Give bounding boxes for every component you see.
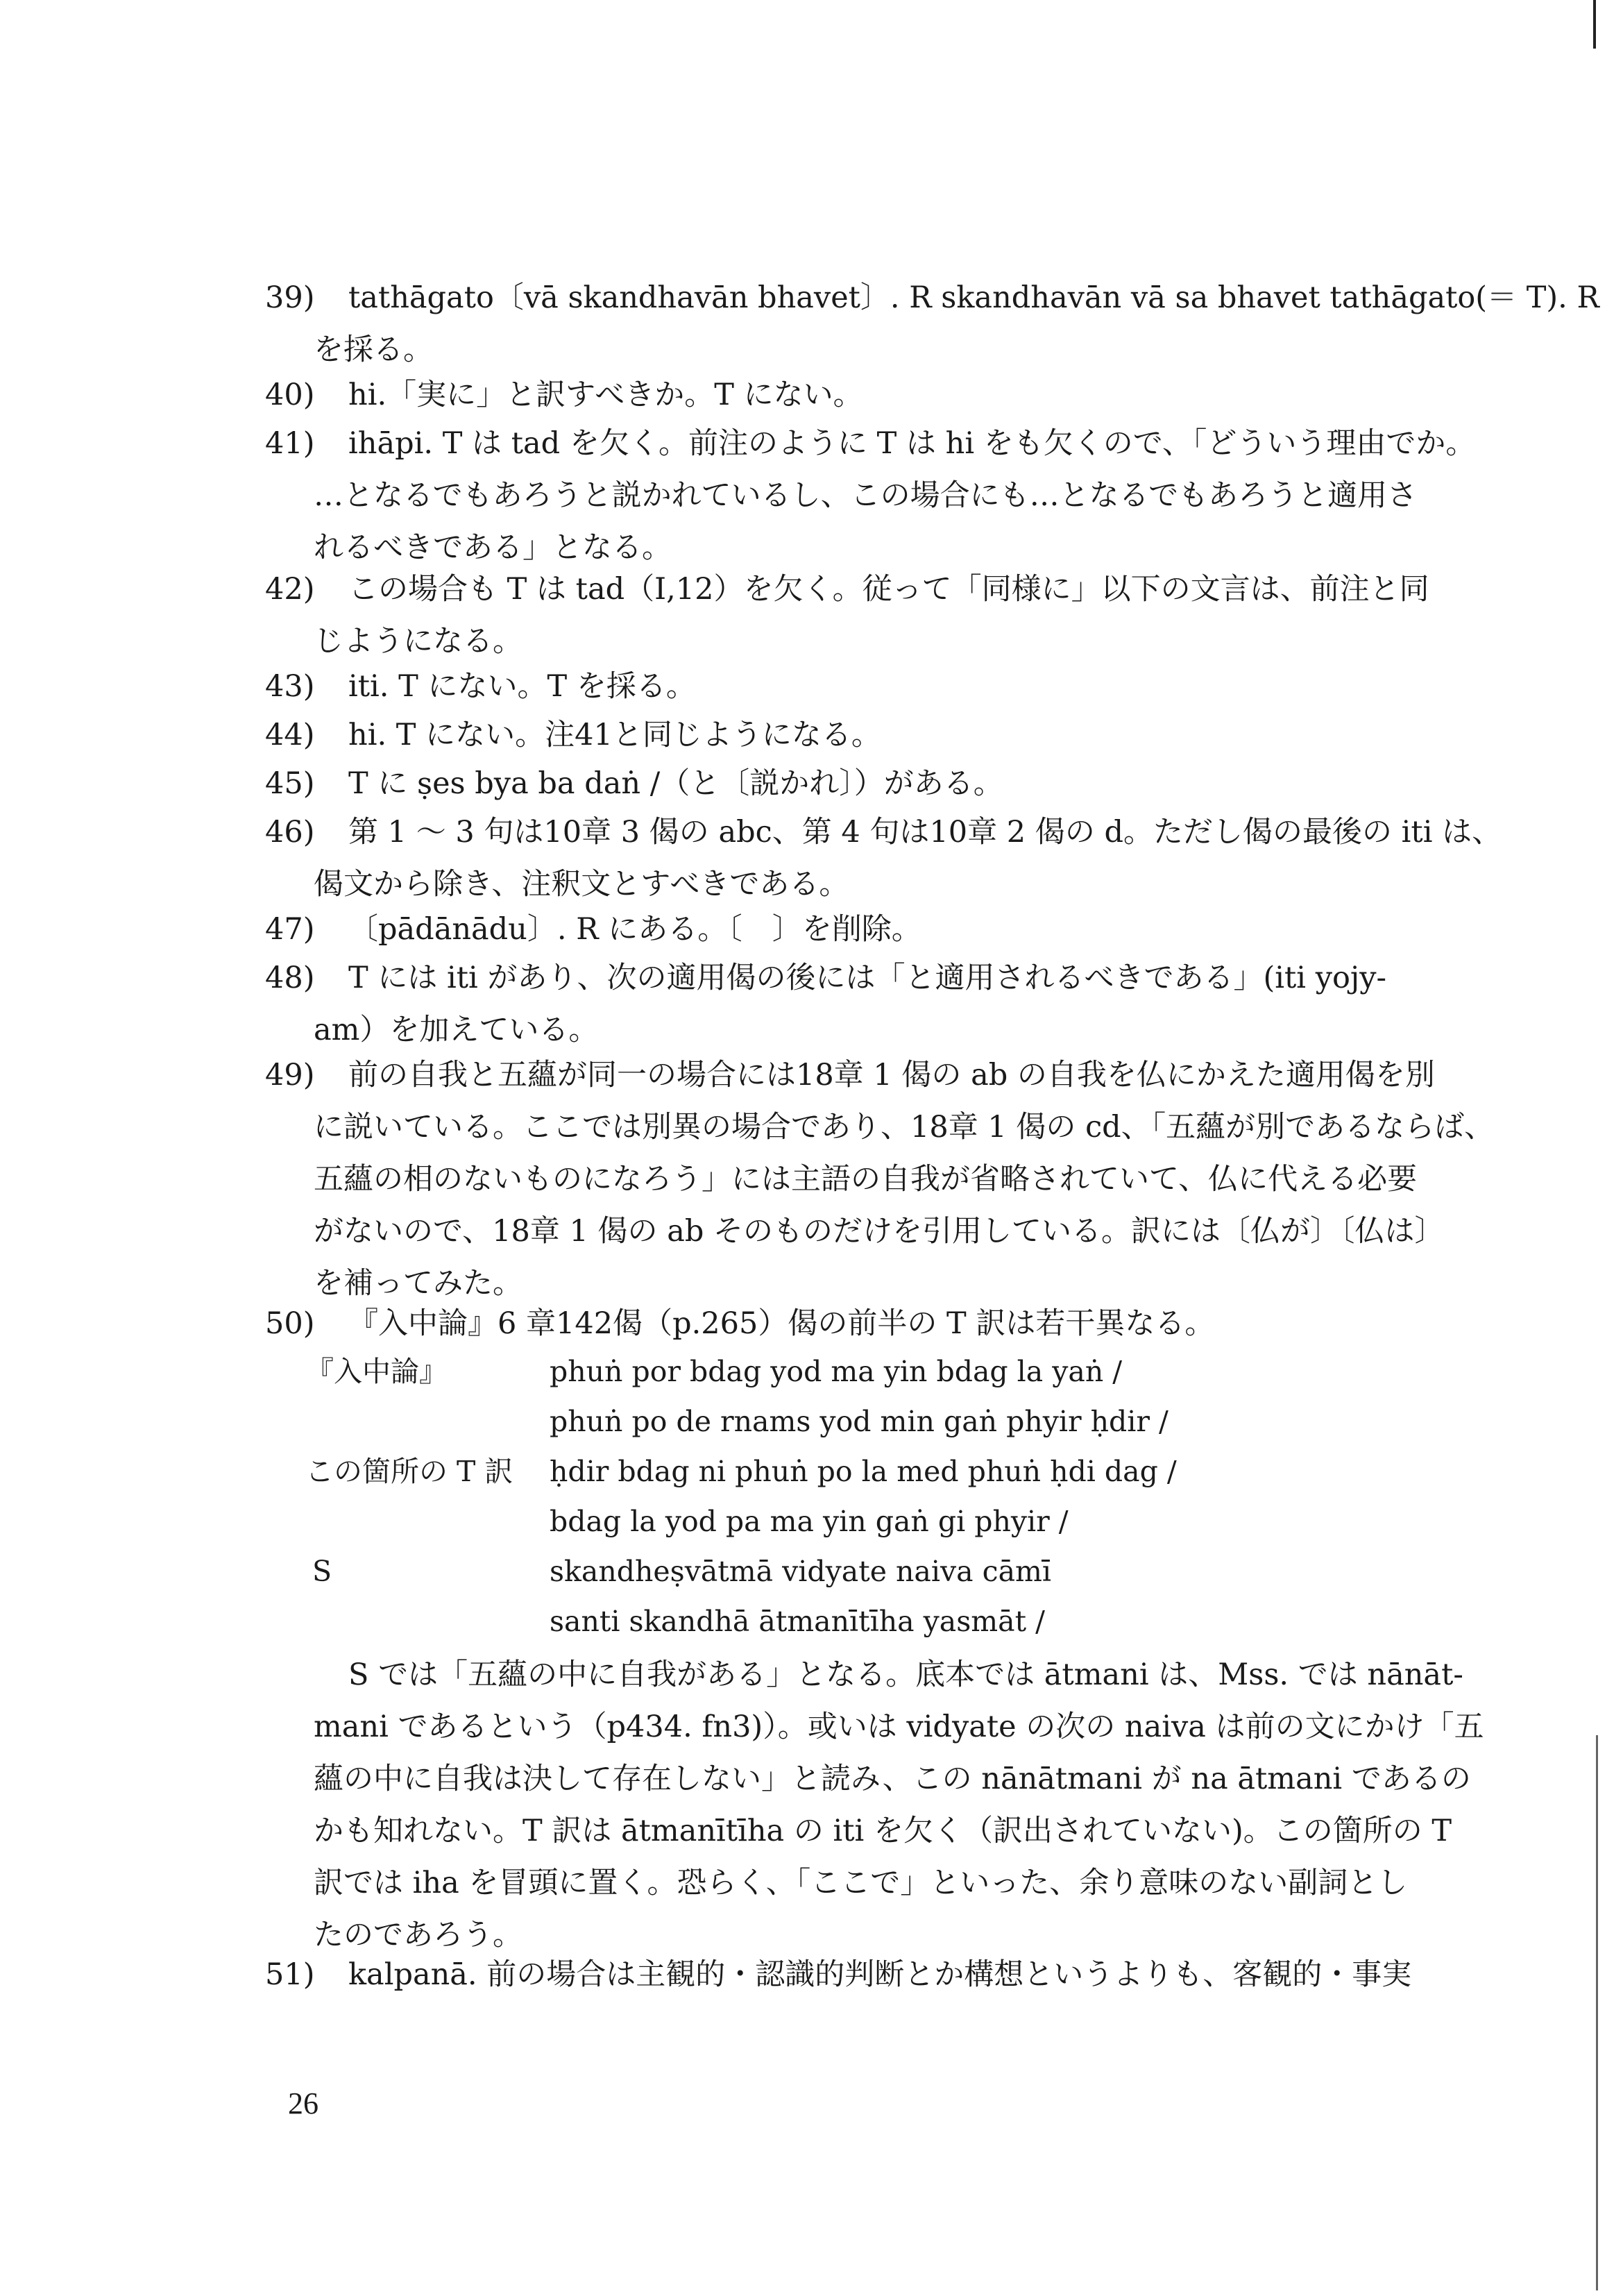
note-number: 41)	[265, 426, 315, 461]
note-line: れるべきである」となる。	[314, 530, 672, 565]
paragraph-line: 訳では iha を冒頭に置く。恐らく、「ここで」といった、余り意味のない副詞とし	[314, 1866, 1408, 1900]
note-number: 42)	[265, 572, 315, 607]
note-49	[265, 1049, 1495, 1310]
note-line: kalpanā. 前の場合は主観的・認識的判断とか構想というよりも、客観的・事実	[348, 1957, 1412, 1992]
note-39	[265, 272, 1599, 376]
note-47	[265, 904, 1417, 956]
note-number: 46)	[265, 815, 315, 850]
note-number: 47)	[265, 912, 315, 947]
note-line: に説いている。ここでは別異の場合であり、18章 1 偈の cd、「五蘊が別であるならば、	[314, 1110, 1495, 1145]
note-line: がないので、18章 1 偈の ab そのものだけを引用している。訳には〔仏が〕〔仏は〕	[314, 1214, 1445, 1249]
note-number: 40)	[265, 378, 315, 412]
note-number: 45)	[265, 766, 315, 801]
paragraph-line: 蘊の中に自我は決して存在しない」と読み、この nānātmani が na ātmani であるの	[314, 1762, 1471, 1796]
note-line: じようになる。	[314, 624, 522, 659]
quote-label: S	[312, 1555, 332, 1588]
quote-line: skandheṣvātmā vidyate naiva cāmī	[550, 1555, 1052, 1588]
note-line: 前の自我と五蘊が同一の場合には18章 1 偈の ab の自我を仏にかえた適用偈を別	[348, 1058, 1435, 1092]
note-line: hi.「実に」と訳すべきか。T にない。	[348, 378, 863, 412]
note-number: 50)	[265, 1306, 315, 1341]
note-line: 五蘊の相のないものになろう」には主語の自我が省略されていて、仏に代える必要	[314, 1162, 1418, 1197]
paragraph-line: mani であるという（p434. fn3)）。或いは vidyate の次の naiva は前の文にかけ「五	[314, 1710, 1484, 1744]
scan-edge-mark	[1593, 0, 1596, 49]
note-line: 第 1 ～ 3 句は10章 3 偈の abc、第 4 句は10章 2 偈の d。ただし偈の最後の iti は、	[348, 815, 1502, 850]
paragraph-line: S では「五蘊の中に自我がある」となる。底本では ātmani は、Mss. では nānāt-	[348, 1657, 1463, 1692]
note-48	[265, 952, 1417, 1056]
note-43	[265, 661, 1417, 713]
note-line: T には iti があり、次の適用偈の後には「と適用されるべきである」(iti yojy-	[348, 961, 1387, 995]
note-line: を採る。	[314, 332, 433, 367]
quote-label: 『入中論』	[305, 1355, 448, 1388]
note-41	[265, 418, 1476, 574]
note-51	[265, 1949, 1417, 2001]
note-line: ihāpi. T は tad を欠く。前注のように T は hi をも欠くので、「どういう理由でか。	[348, 426, 1476, 461]
quote-line: bdag la yod pa ma yin gaṅ gi phyir /	[550, 1505, 1069, 1538]
note-46	[265, 807, 1502, 911]
commentary-paragraph	[314, 1649, 1484, 1961]
quote-label: この箇所の T 訳	[305, 1455, 513, 1488]
note-50	[265, 1298, 1417, 1350]
note-45	[265, 758, 1417, 810]
note-line: iti. T にない。T を採る。	[348, 669, 696, 704]
note-line: …となるでもあろうと説かれているし、この場合にも…となるでもあろうと適用さ	[314, 478, 1418, 513]
quote-line: phuṅ por bdag yod ma yin bdag la yaṅ /	[550, 1355, 1123, 1388]
note-44	[265, 709, 1417, 761]
paragraph-line: たのであろう。	[314, 1918, 522, 1952]
quote-line: santi skandhā ātmanītīha yasmāt /	[550, 1605, 1045, 1638]
paragraph-line: かも知れない。T 訳は ātmanītīha の iti を欠く（訳出されていない)。この箇所の T	[314, 1814, 1452, 1848]
note-40	[265, 369, 1417, 421]
note-number: 39)	[265, 280, 315, 315]
note-line: hi. T にない。注41と同じようになる。	[348, 718, 881, 752]
note-number: 49)	[265, 1058, 315, 1092]
note-line: この場合も T は tad（I,12）を欠く。従って「同様に」以下の文言は、前注と同	[348, 572, 1429, 607]
note-line: 〔pādānādu〕. R にある。〔 〕を削除。	[348, 912, 921, 947]
note-number: 43)	[265, 669, 315, 704]
note-number: 44)	[265, 718, 315, 752]
note-number: 51)	[265, 1957, 315, 1992]
note-line: tathāgato〔vā skandhavān bhavet〕. R skandhavān vā sa bhavet tathāgato(＝ T). R	[348, 280, 1599, 315]
note-line: T に ṣes bya ba daṅ /（と〔説かれ〕）がある。	[348, 766, 1003, 801]
quote-line: phuṅ po de rnams yod min gaṅ phyir ḥdir /	[550, 1405, 1169, 1438]
note-line: 偈文から除き、注釈文とすべきである。	[314, 867, 849, 902]
scan-edge-mark	[1596, 1735, 1598, 2290]
page-number: 26	[288, 2086, 318, 2120]
quote-line: ḥdir bdag ni phuṅ po la med phuṅ ḥdi dag /	[550, 1455, 1177, 1488]
note-line: 『入中論』6 章142偈（p.265）偈の前半の T 訳は若干異なる。	[348, 1306, 1215, 1341]
note-42	[265, 564, 1429, 668]
note-line: am）を加えている。	[314, 1013, 599, 1047]
note-line: を補ってみた。	[314, 1266, 522, 1301]
note-number: 48)	[265, 961, 315, 995]
